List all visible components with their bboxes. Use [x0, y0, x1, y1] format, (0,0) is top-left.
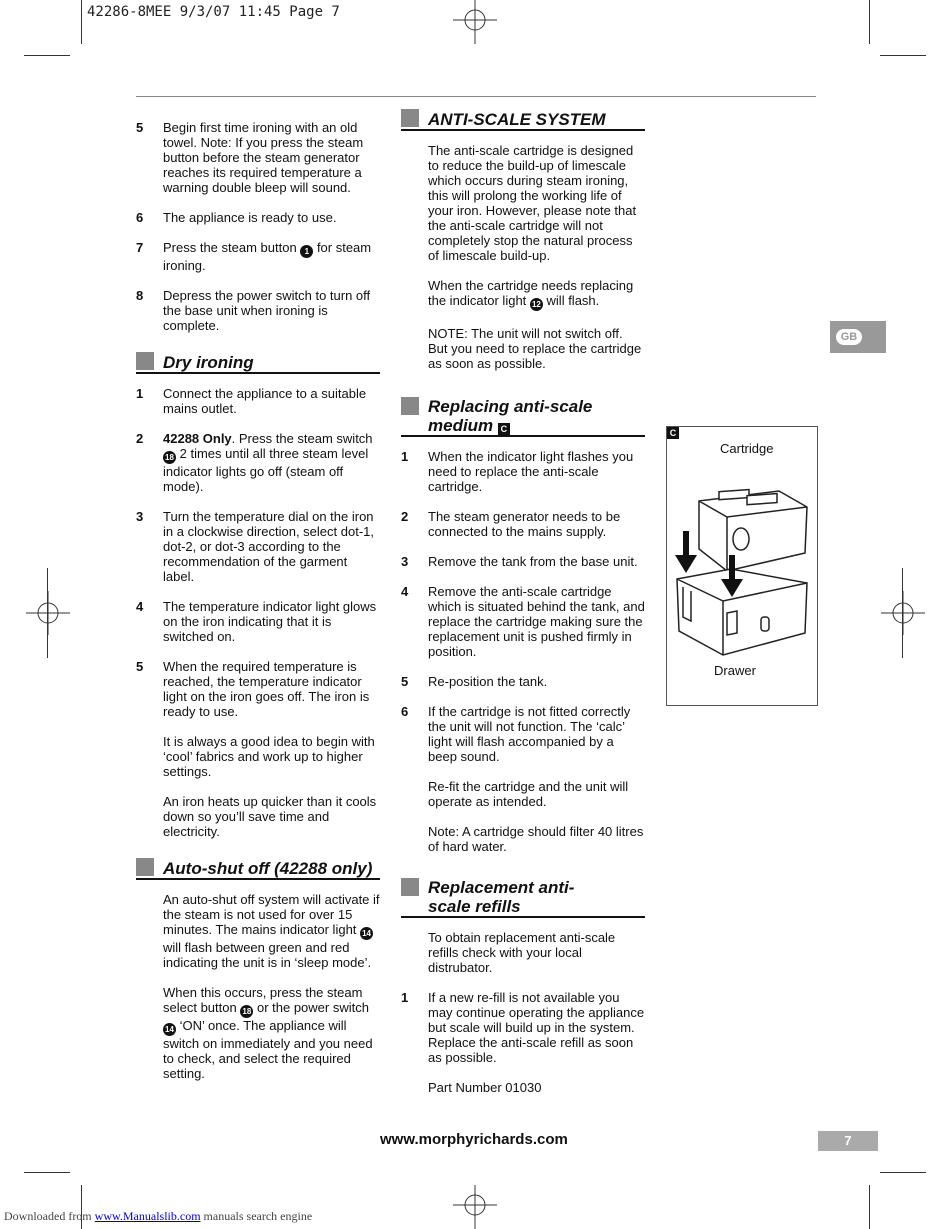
crop-mark [24, 1172, 70, 1173]
list-item: 1 When the indicator light flashes you need to replace the anti-scale cartridge. [401, 449, 634, 494]
heading-square-icon [401, 878, 419, 896]
list-item: 2 The steam generator needs to be connected to the mains supply. [401, 509, 621, 539]
top-rule [136, 96, 816, 97]
reference-number-icon: 14 [360, 927, 373, 940]
footer-url: www.morphyrichards.com [380, 1131, 568, 1148]
heading-square-icon [136, 352, 154, 370]
crop-mark [880, 55, 926, 56]
list-item: 8 Depress the power switch to turn off the base unit when ironing is complete. [136, 288, 371, 333]
list-item: 3 Remove the tank from the base unit. [401, 554, 638, 569]
list-item: 4 Remove the anti-scale cartridge which is situated behind the tank, and replace the cartridge making sure the replacement unit is pushed firmly in position. [401, 584, 645, 659]
section-heading-anti-scale-system: ANTI-SCALE SYSTEM [401, 110, 645, 131]
crop-mark [869, 1185, 870, 1229]
paragraph: When the cartridge needs replacing the indicator light 12 will flash. [428, 278, 634, 309]
paragraph: Note: A cartridge should filter 40 litres of hard water. [428, 824, 644, 854]
figure-tag: C [667, 427, 679, 439]
cartridge-figure [666, 426, 818, 706]
crop-mark [81, 0, 82, 44]
paragraph: The anti-scale cartridge is designed to reduce the build-up of limescale which occurs during steam ironing, this will prolong the working life of your iron. However, please note that the anti-scale cartridge will not completely stop the natural process of limescale build-up. [428, 143, 637, 263]
right-column [401, 110, 645, 1110]
list-item: 2 42288 Only. Press the steam switch 18 2 times until all three steam level indicator lights go off (steam off mode). [136, 431, 373, 494]
cartridge-drawer-illustration [671, 483, 813, 663]
list-item: 5 Re-position the tank. [401, 674, 548, 689]
figure-label-drawer: Drawer [714, 663, 756, 678]
list-item: 6 The appliance is ready to use. [136, 210, 337, 225]
section-heading-replacement-refills: Replacement anti- scale refills [401, 878, 645, 918]
crop-mark [880, 1172, 926, 1173]
paragraph: To obtain replacement anti-scale refills check with your local distrubator. [428, 930, 616, 975]
list-item: 4 The temperature indicator light glows on the iron indicating that it is switched on. [136, 599, 377, 644]
list-item: 7 Press the steam button 1 for steam ironing. [136, 240, 372, 273]
print-header: 42286-8MEE 9/3/07 11:45 Page 7 [87, 4, 340, 20]
registration-mark-icon [453, 1185, 497, 1229]
figure-reference-icon: C [498, 423, 510, 435]
paragraph: It is always a good idea to begin with ‘cool’ fabrics and work up to higher settings. [163, 734, 375, 779]
heading-square-icon [401, 397, 419, 415]
list-item: 1 Connect the appliance to a suitable mains outlet. [136, 386, 367, 416]
section-heading-dry-ironing: Dry ironing [136, 353, 380, 374]
paragraph: When this occurs, press the steam select button 18 or the power switch 14 ‘ON’ once. The appliance will switch on immediately and you need to check, and select the required setting. [163, 985, 373, 1081]
download-credit: Downloaded from www.Manualslib.com manuals search engine [4, 1209, 313, 1223]
language-tab: GB [830, 321, 886, 353]
registration-mark-icon [26, 591, 70, 635]
registration-mark-icon [881, 591, 925, 635]
manualslib-link[interactable]: www.Manualslib.com [94, 1209, 201, 1223]
reference-number-icon: 12 [530, 298, 543, 311]
list-item: 3 Turn the temperature dial on the iron in a clockwise direction, select dot-1, dot-2, or dot-3 according to the recommendation of the garment label. [136, 509, 374, 584]
registration-mark-icon [453, 0, 497, 44]
list-item: 5 When the required temperature is reached, the temperature indicator light on the iron goes off. The iron is ready to use. [136, 659, 370, 719]
figure-label-cartridge: Cartridge [720, 441, 774, 456]
list-item: 5 Begin first time ironing with an old towel. Note: If you press the steam button before the steam generator reaches its required temperature a warning double bleep will sound. [136, 120, 364, 195]
heading-square-icon [136, 858, 154, 876]
heading-square-icon [401, 109, 419, 127]
paragraph: An iron heats up quicker than it cools down so you’ll save time and electricity. [163, 794, 377, 839]
list-item: 1 If a new re-fill is not available you may continue operating the appliance but scale will build up in the system. Replace the anti-scale refill as soon as possible. [401, 990, 645, 1065]
reference-number-icon: 14 [163, 1023, 176, 1036]
crop-mark [24, 55, 70, 56]
paragraph: Part Number 01030 [428, 1080, 542, 1095]
reference-number-icon: 18 [163, 451, 176, 464]
list-item: 6 If the cartridge is not fitted correctly the unit will not function. The ‘calc’ light will flash accompanied by a beep sound. [401, 704, 631, 764]
paragraph: NOTE: The unit will not switch off. But you need to replace the cartridge as soon as possible. [428, 326, 642, 371]
left-column [136, 120, 380, 1096]
section-heading-replacing-anti-scale: Replacing anti-scale medium C [401, 397, 645, 437]
paragraph: Re-fit the cartridge and the unit will operate as intended. [428, 779, 629, 809]
crop-mark [47, 568, 48, 658]
section-heading-auto-shut-off: Auto-shut off (42288 only) [136, 859, 380, 880]
reference-number-icon: 18 [240, 1005, 253, 1018]
crop-mark [902, 568, 903, 658]
page-number: 7 [818, 1131, 878, 1151]
paragraph: An auto-shut off system will activate if the steam is not used for over 15 minutes. The mains indicator light 14 will flash between green and red indicating the unit is in ‘sleep mode’. [163, 892, 380, 970]
crop-mark [869, 0, 870, 44]
reference-number-icon: 1 [300, 245, 313, 258]
